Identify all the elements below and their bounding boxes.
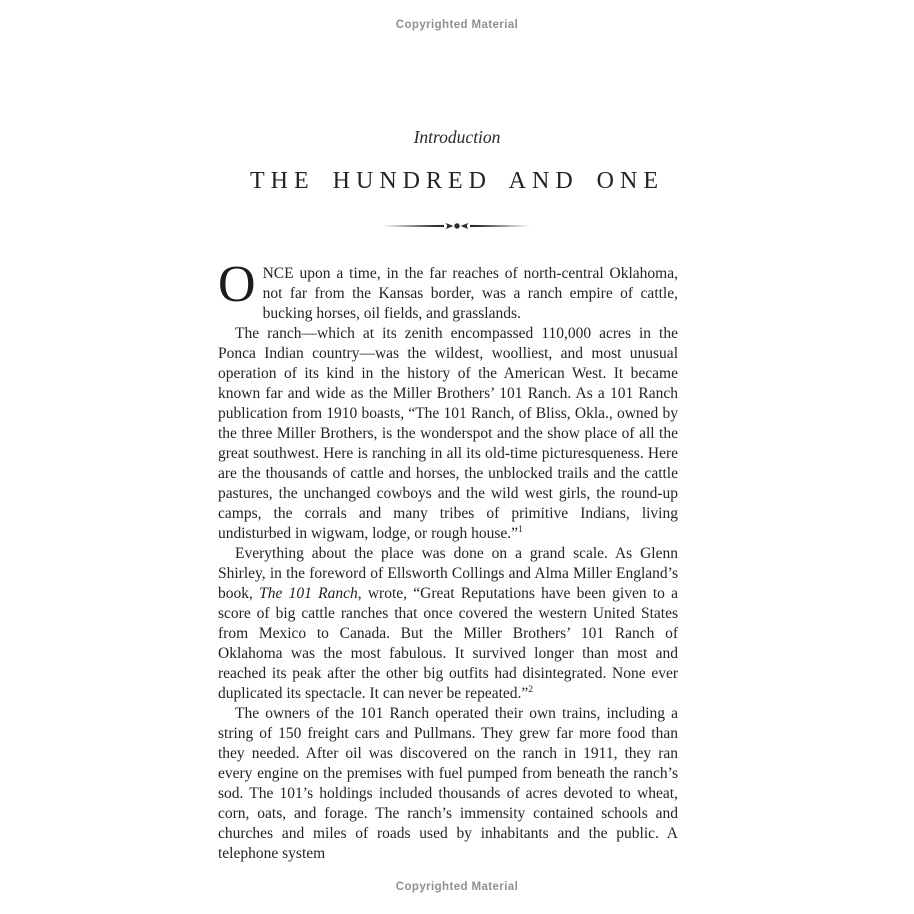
text-segment: , wrote, “Great Reputations have been given to a score of big cattle ranches that once covered the western United States from Mexico to Canada. But the Miller Brothers’ 101 Ranch of Oklahoma was the most fabulous. It survived longer than most and reached its peak after the other big outfits had disintegrated. None ever duplicated its spectacle. It can never be repeated.” [218,585,679,702]
copyright-notice-top: Copyrighted Material [395,19,519,31]
text-segment: NCE upon a time, in the far reaches of north-central Oklahoma, not far from the Kansas border, was a ranch empire of cattle, bucking horses, oil fields, and grasslands. [262,265,678,322]
chapter-label: Introduction [413,127,501,147]
text-segment: Everything about the place was done on a grand scale. As Glenn Shirley, in the foreword of Ellsworth Collings and Alma Miller England’s book, [218,545,678,602]
text-segment: The owners of the 101 Ranch operated their own trains, including a string of 150 freight cars and Pullmans. They grew far more food than they needed. After oil was discovered on the ranch in 1911, they ran every engine on the premises with fuel pumped from beneath the ranch’s sod. The 101’s holdings included thousands of acres devoted to wheat, corn, oats, and forage. The ranch’s immensity contained schools and churches and miles of roads used by inhabitants and the public. A telephone system [218,705,678,862]
text-segment: The ranch—which at its zenith encompassed 110,000 acres in the Ponca Indian country—was the wildest, woolliest, and most unusual operation of its kind in the history of the American West. It became known far and wide as the Miller Brothers’ 101 Ranch. As a 101 Ranch publication from 1910 boasts, “The 101 Ranch, of Bliss, Okla., owned by the three Miller Brothers, is the wonderspot and the show place of all the great southwest. Here is ranching in all its old-time picturesqueness. Here are the thousands of cattle and horses, the unblocked trails and the cattle pastures, the unchanged cowboys and the wild west girls, the round-up camps, the corrals and many tribes of primitive Indians, living undisturbed in wigwam, lodge, or rough house.” [218,325,678,542]
paragraph [218,256,678,324]
paragraph [218,544,678,704]
tapered-rule-with-center-dot-ornament-icon [382,220,532,232]
section-divider [0,219,914,237]
paragraph [218,704,678,864]
paragraph [218,324,678,544]
book-title-italic: The 101 Ranch [259,585,358,602]
footnote-reference: 2 [528,684,534,695]
footnote-reference: 1 [518,524,523,535]
copyright-notice-bottom: Copyrighted Material [395,881,519,893]
page-title: THE HUNDRED AND ONE [250,168,664,194]
drop-cap: O [218,256,256,313]
body-text [218,256,679,864]
